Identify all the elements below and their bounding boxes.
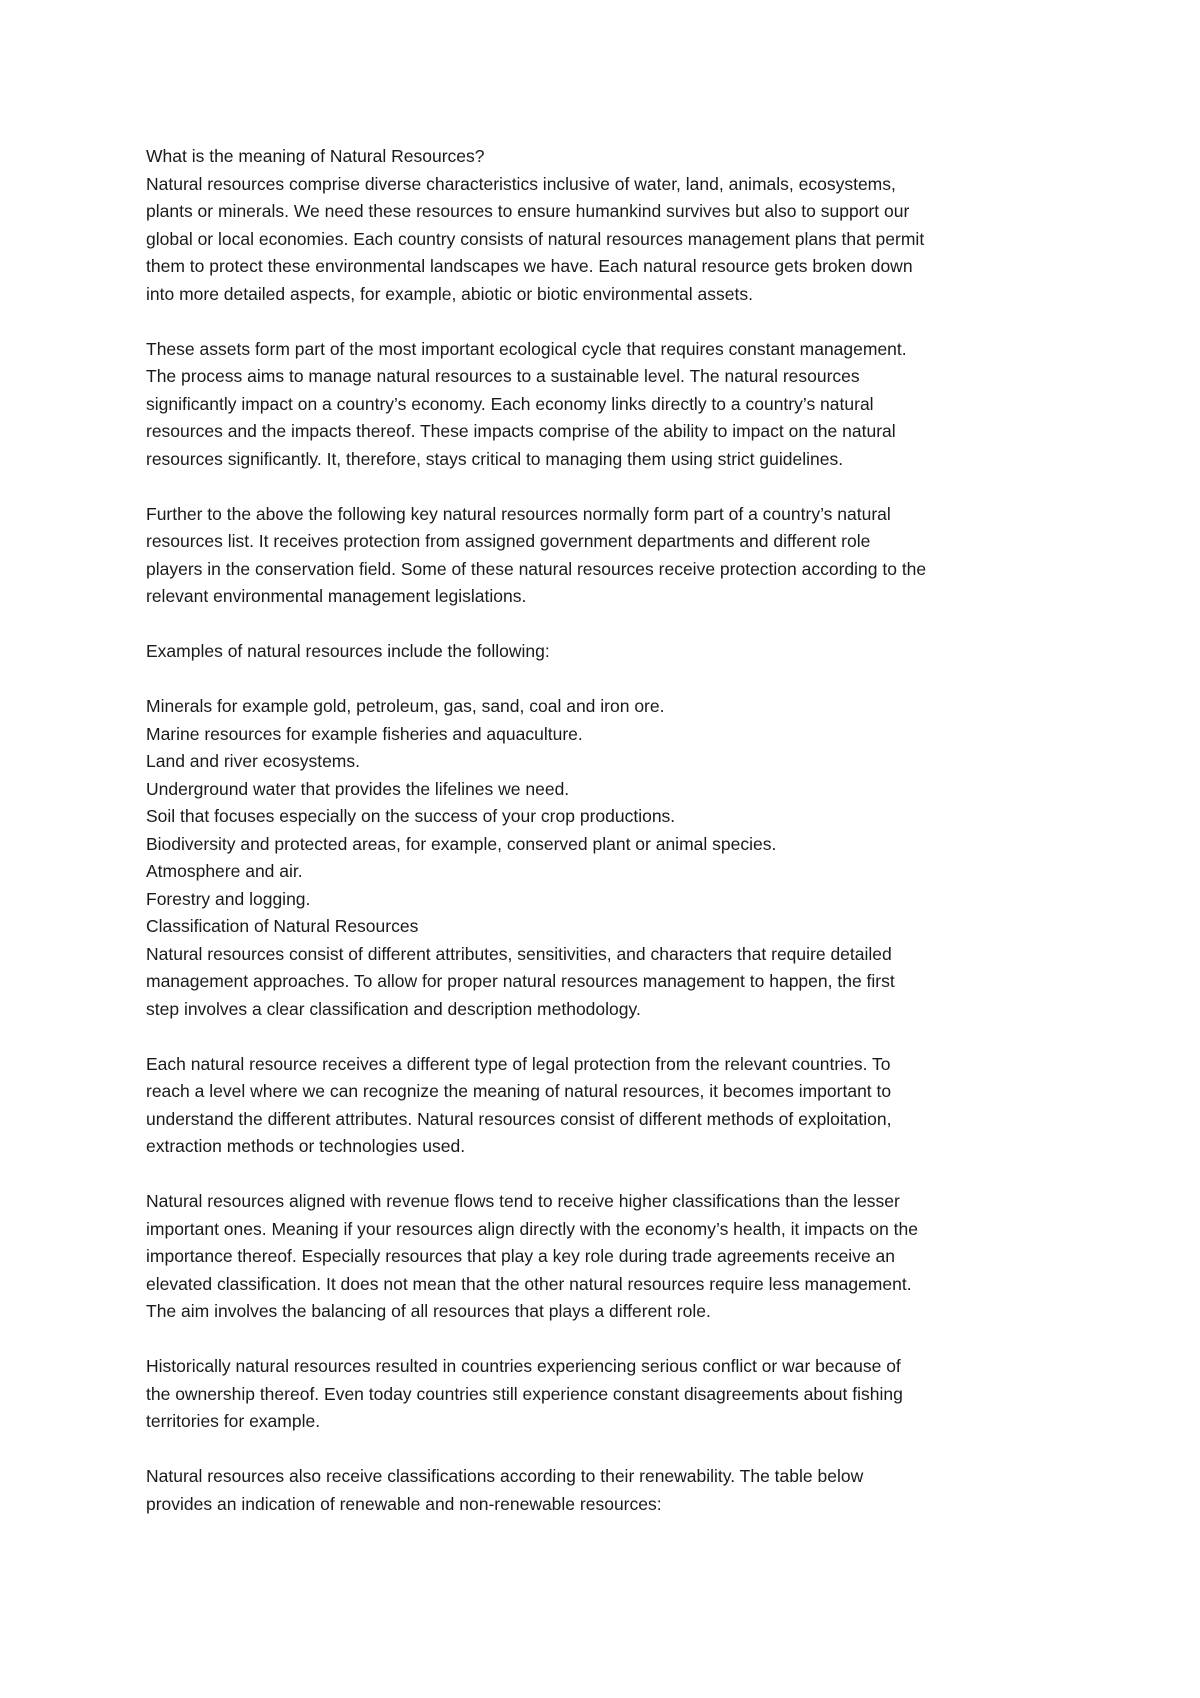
legal-line: Each natural resource receives a different type of legal protection from the relevant countries. To: [146, 1053, 891, 1074]
list-item: Underground water that provides the lifelines we need.: [146, 778, 570, 799]
paragraph-further: [146, 501, 1076, 611]
intro-line: into more detailed aspects, for example, abiotic or biotic environmental assets.: [146, 283, 753, 304]
paragraph-spacer: [146, 666, 1076, 694]
heading-meaning: What is the meaning of Natural Resources?: [146, 146, 485, 166]
further-line: resources list. It receives protection from assigned government departments and different role: [146, 531, 871, 551]
legal-line: extraction methods or technologies used.: [146, 1136, 466, 1156]
assets-line: These assets form part of the most important ecological cycle that requires constant management.: [146, 338, 907, 359]
further-line: relevant environmental management legislations.: [146, 586, 527, 606]
assets-line: significantly impact on a country’s economy. Each economy links directly to a country’s natural: [146, 393, 874, 414]
revenue-line: The aim involves the balancing of all resources that plays a different role.: [146, 1301, 711, 1321]
assets-line: resources significantly. It, therefore, stays critical to managing them using strict guidelines.: [146, 448, 844, 469]
paragraph-renewability: [146, 1463, 1076, 1518]
list-item: Soil that focuses especially on the success of your crop productions.: [146, 806, 676, 826]
list-item: Biodiversity and protected areas, for example, conserved plant or animal species.: [146, 833, 777, 854]
further-line: players in the conservation field. Some of these natural resources receive protection according to the: [146, 558, 927, 579]
intro-line: them to protect these environmental landscapes we have. Each natural resource gets broken down: [146, 256, 913, 276]
history-line: Historically natural resources resulted in countries experiencing serious conflict or war because of: [146, 1356, 901, 1376]
renew-line: provides an indication of renewable and non-renewable resources:: [146, 1493, 662, 1514]
legal-line: reach a level where we can recognize the meaning of natural resources, it becomes important to: [146, 1081, 892, 1101]
paragraph-legal: [146, 1051, 1076, 1161]
paragraph-spacer: [146, 1436, 1076, 1464]
examples-list: [146, 693, 1076, 913]
paragraph-assets: [146, 336, 1076, 474]
assets-line: The process aims to manage natural resources to a sustainable level. The natural resources: [146, 366, 860, 386]
list-item: Forestry and logging.: [146, 888, 311, 909]
classification-line: step involves a clear classification and description methodology.: [146, 998, 641, 1019]
examples-intro: Examples of natural resources include the following:: [146, 641, 550, 661]
intro-line: Natural resources comprise diverse characteristics inclusive of water, land, animals, ecosystems,: [146, 173, 896, 194]
paragraph-history: [146, 1353, 1076, 1436]
revenue-line: importance thereof. Especially resources that play a key role during trade agreements receive an: [146, 1246, 896, 1266]
paragraph-revenue: [146, 1188, 1076, 1326]
heading-classification: Classification of Natural Resources: [146, 916, 419, 936]
paragraph-spacer: [146, 1161, 1076, 1189]
paragraph-classification: [146, 941, 1076, 1024]
list-item: Minerals for example gold, petroleum, gas, sand, coal and iron ore.: [146, 696, 665, 716]
list-item: Atmosphere and air.: [146, 861, 303, 881]
classification-line: management approaches. To allow for proper natural resources management to happen, the first: [146, 971, 895, 991]
paragraph-spacer: [146, 1023, 1076, 1051]
revenue-line: important ones. Meaning if your resources align directly with the economy’s health, it impacts on the: [146, 1218, 919, 1239]
history-line: the ownership thereof. Even today countries still experience constant disagreements about fishing: [146, 1383, 903, 1404]
paragraph-spacer: [146, 308, 1076, 336]
revenue-line: elevated classification. It does not mean that the other natural resources require less management.: [146, 1273, 912, 1294]
list-item: Marine resources for example fisheries and aquaculture.: [146, 723, 583, 744]
intro-line: plants or minerals. We need these resources to ensure humankind survives but also to support our: [146, 201, 910, 221]
history-line: territories for example.: [146, 1411, 321, 1431]
intro-line: global or local economies. Each country consists of natural resources management plans that permit: [146, 228, 925, 249]
classification-line: Natural resources consist of different attributes, sensitivities, and characters that require detailed: [146, 943, 892, 964]
list-item: Land and river ecosystems.: [146, 751, 360, 771]
legal-line: understand the different attributes. Natural resources consist of different methods of exploitation,: [146, 1108, 892, 1129]
document-body: [146, 143, 1076, 1518]
further-line: Further to the above the following key natural resources normally form part of a country’s natural: [146, 503, 891, 524]
paragraph-intro: [146, 171, 1076, 309]
renew-line: Natural resources also receive classifications according to their renewability. The table below: [146, 1466, 864, 1486]
revenue-line: Natural resources aligned with revenue flows tend to receive higher classifications than the lesser: [146, 1191, 900, 1211]
paragraph-spacer: [146, 611, 1076, 639]
paragraph-spacer: [146, 473, 1076, 501]
assets-line: resources and the impacts thereof. These impacts comprise of the ability to impact on the natural: [146, 421, 896, 441]
paragraph-spacer: [146, 1326, 1076, 1354]
